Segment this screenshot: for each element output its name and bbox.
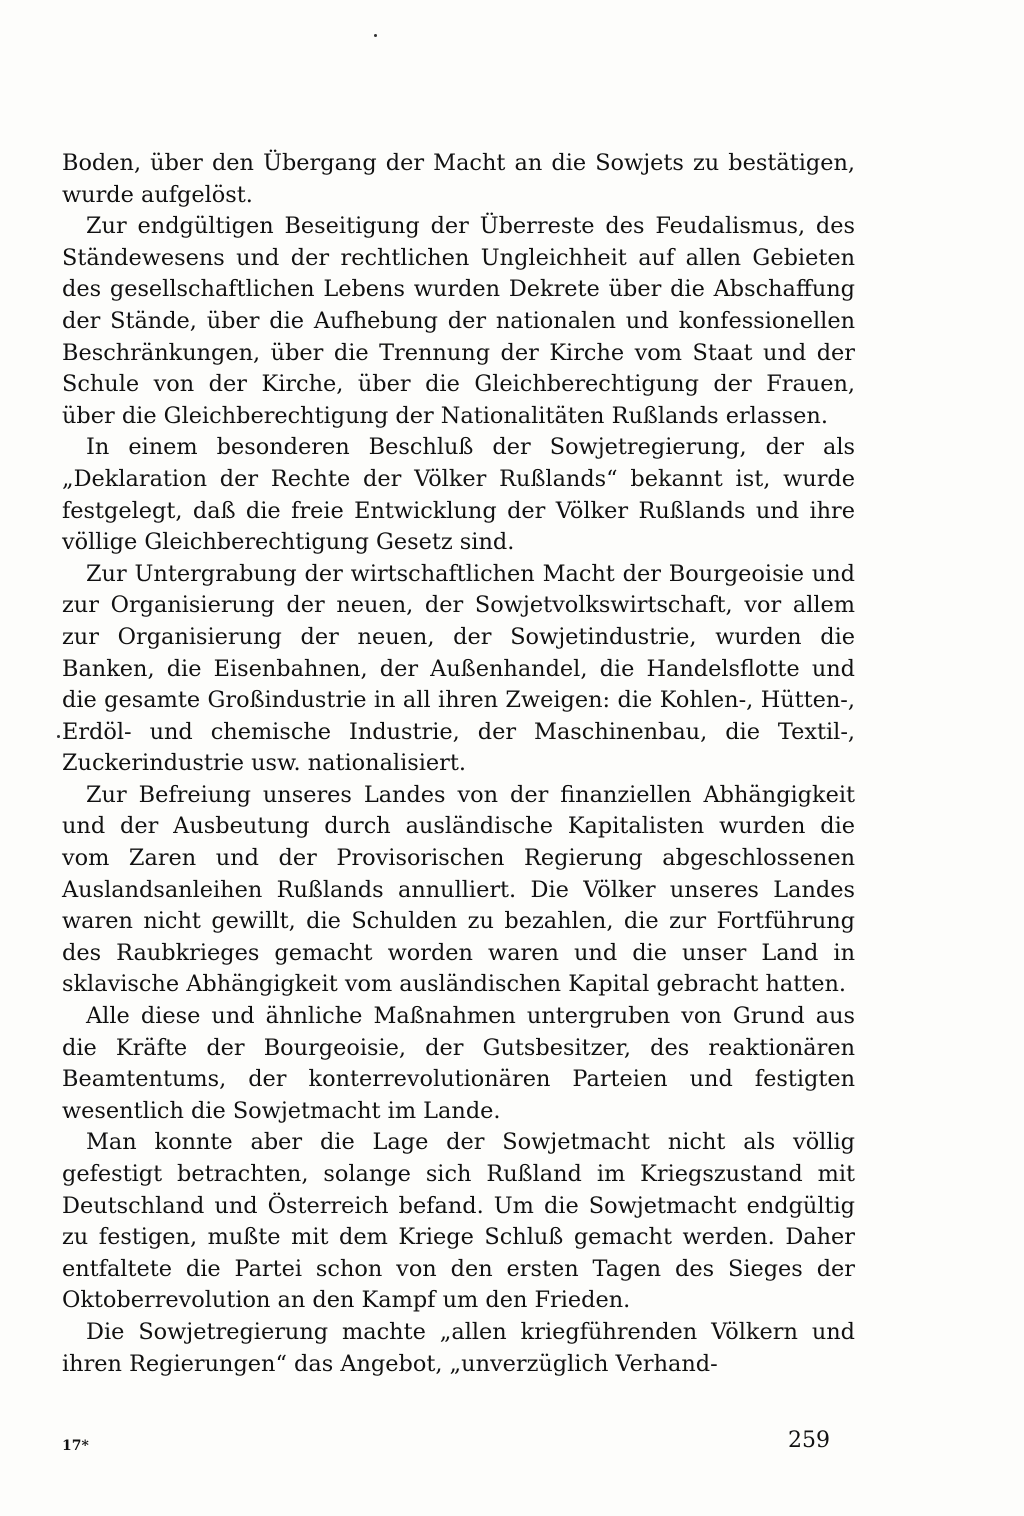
paragraph: Zur endgültigen Beseitigung der Überreste des Feudalismus, des Ständewesens und der rechtlichen Ungleichheit auf allen Gebieten des gesellschaftlichen Lebens wurden Dekrete über die Abschaffung der Stände, über die Aufhebung der nationalen und konfessionellen Beschränkungen, über die Trennung der Kirche vom Staat und der Schule von der Kirche, über die Gleichberechtigung der Frauen, über die Gleichberechtigung der Nationalitäten Rußlands erlassen. — [62, 213, 855, 429]
paragraph: Alle diese und ähnliche Maßnahmen untergruben von Grund aus die Kräfte der Bourgeoisie, der Gutsbesitzer, des reaktionären Beamtentums, der konterrevolutionären Parteien und festigten wesentlich die Sowjetmacht im Lande. — [62, 1003, 855, 1124]
sheet-signature: 17* — [62, 1438, 89, 1454]
page-number: 259 — [788, 1428, 830, 1453]
paragraph: Die Sowjetregierung machte „allen kriegführenden Völkern und ihren Regierungen“ das Angebot, „unverzüglich Verhand- — [62, 1318, 855, 1377]
print-speck — [57, 735, 60, 738]
paragraph: Zur Untergrabung der wirtschaftlichen Macht der Bourgeoisie und zur Organisierung der neuen, der Sowjetvolkswirtschaft, vor allem zur Organisierung der neuen, der Sowjetindustrie, wurden die Banken, die Eisenbahnen, der Außenhandel, die Handelsflotte und die gesamte Großindustrie in all ihren Zweigen: die Kohlen-, Hütten-, Erdöl- und chemische Industrie, der Maschinenbau, die Textil-, Zuckerindustrie usw. nationalisiert. — [62, 560, 855, 777]
body-text — [62, 148, 855, 1380]
print-speck — [374, 34, 377, 37]
paragraph: In einem besonderen Beschluß der Sowjetregierung, der als „Deklaration der Rechte der Völker Rußlands“ bekannt ist, wurde festgelegt, daß die freie Entwicklung der Völker Rußlands und ihre völlige Gleichberechtigung Gesetz sind. — [62, 434, 855, 556]
paragraph: Zur Befreiung unseres Landes von der finanziellen Abhängigkeit und der Ausbeutung durch ausländische Kapitalisten wurden die vom Zaren und der Provisorischen Regierung abgeschlossenen Auslandsanleihen Rußlands annulliert. Die Völker unseres Landes waren nicht gewillt, die Schulden zu bezahlen, die zur Fortführung des Raubkrieges gemacht worden waren und die unser Land in sklavische Abhängigkeit vom ausländischen Kapital gebracht hatten. — [62, 781, 855, 998]
paragraph-continuation: Boden, über den Übergang der Macht an die Sowjets zu bestätigen, wurde aufgelöst. — [62, 150, 855, 208]
paragraph: Man konnte aber die Lage der Sowjetmacht nicht als völlig gefestigt betrachten, solange sich Rußland im Kriegszustand mit Deutschland und Österreich befand. Um die Sowjetmacht endgültig zu festigen, mußte mit dem Kriege Schluß gemacht werden. Daher entfaltete die Partei schon von den ersten Tagen des Sieges der Oktoberrevolution an den Kampf um den Frieden. — [62, 1129, 855, 1314]
